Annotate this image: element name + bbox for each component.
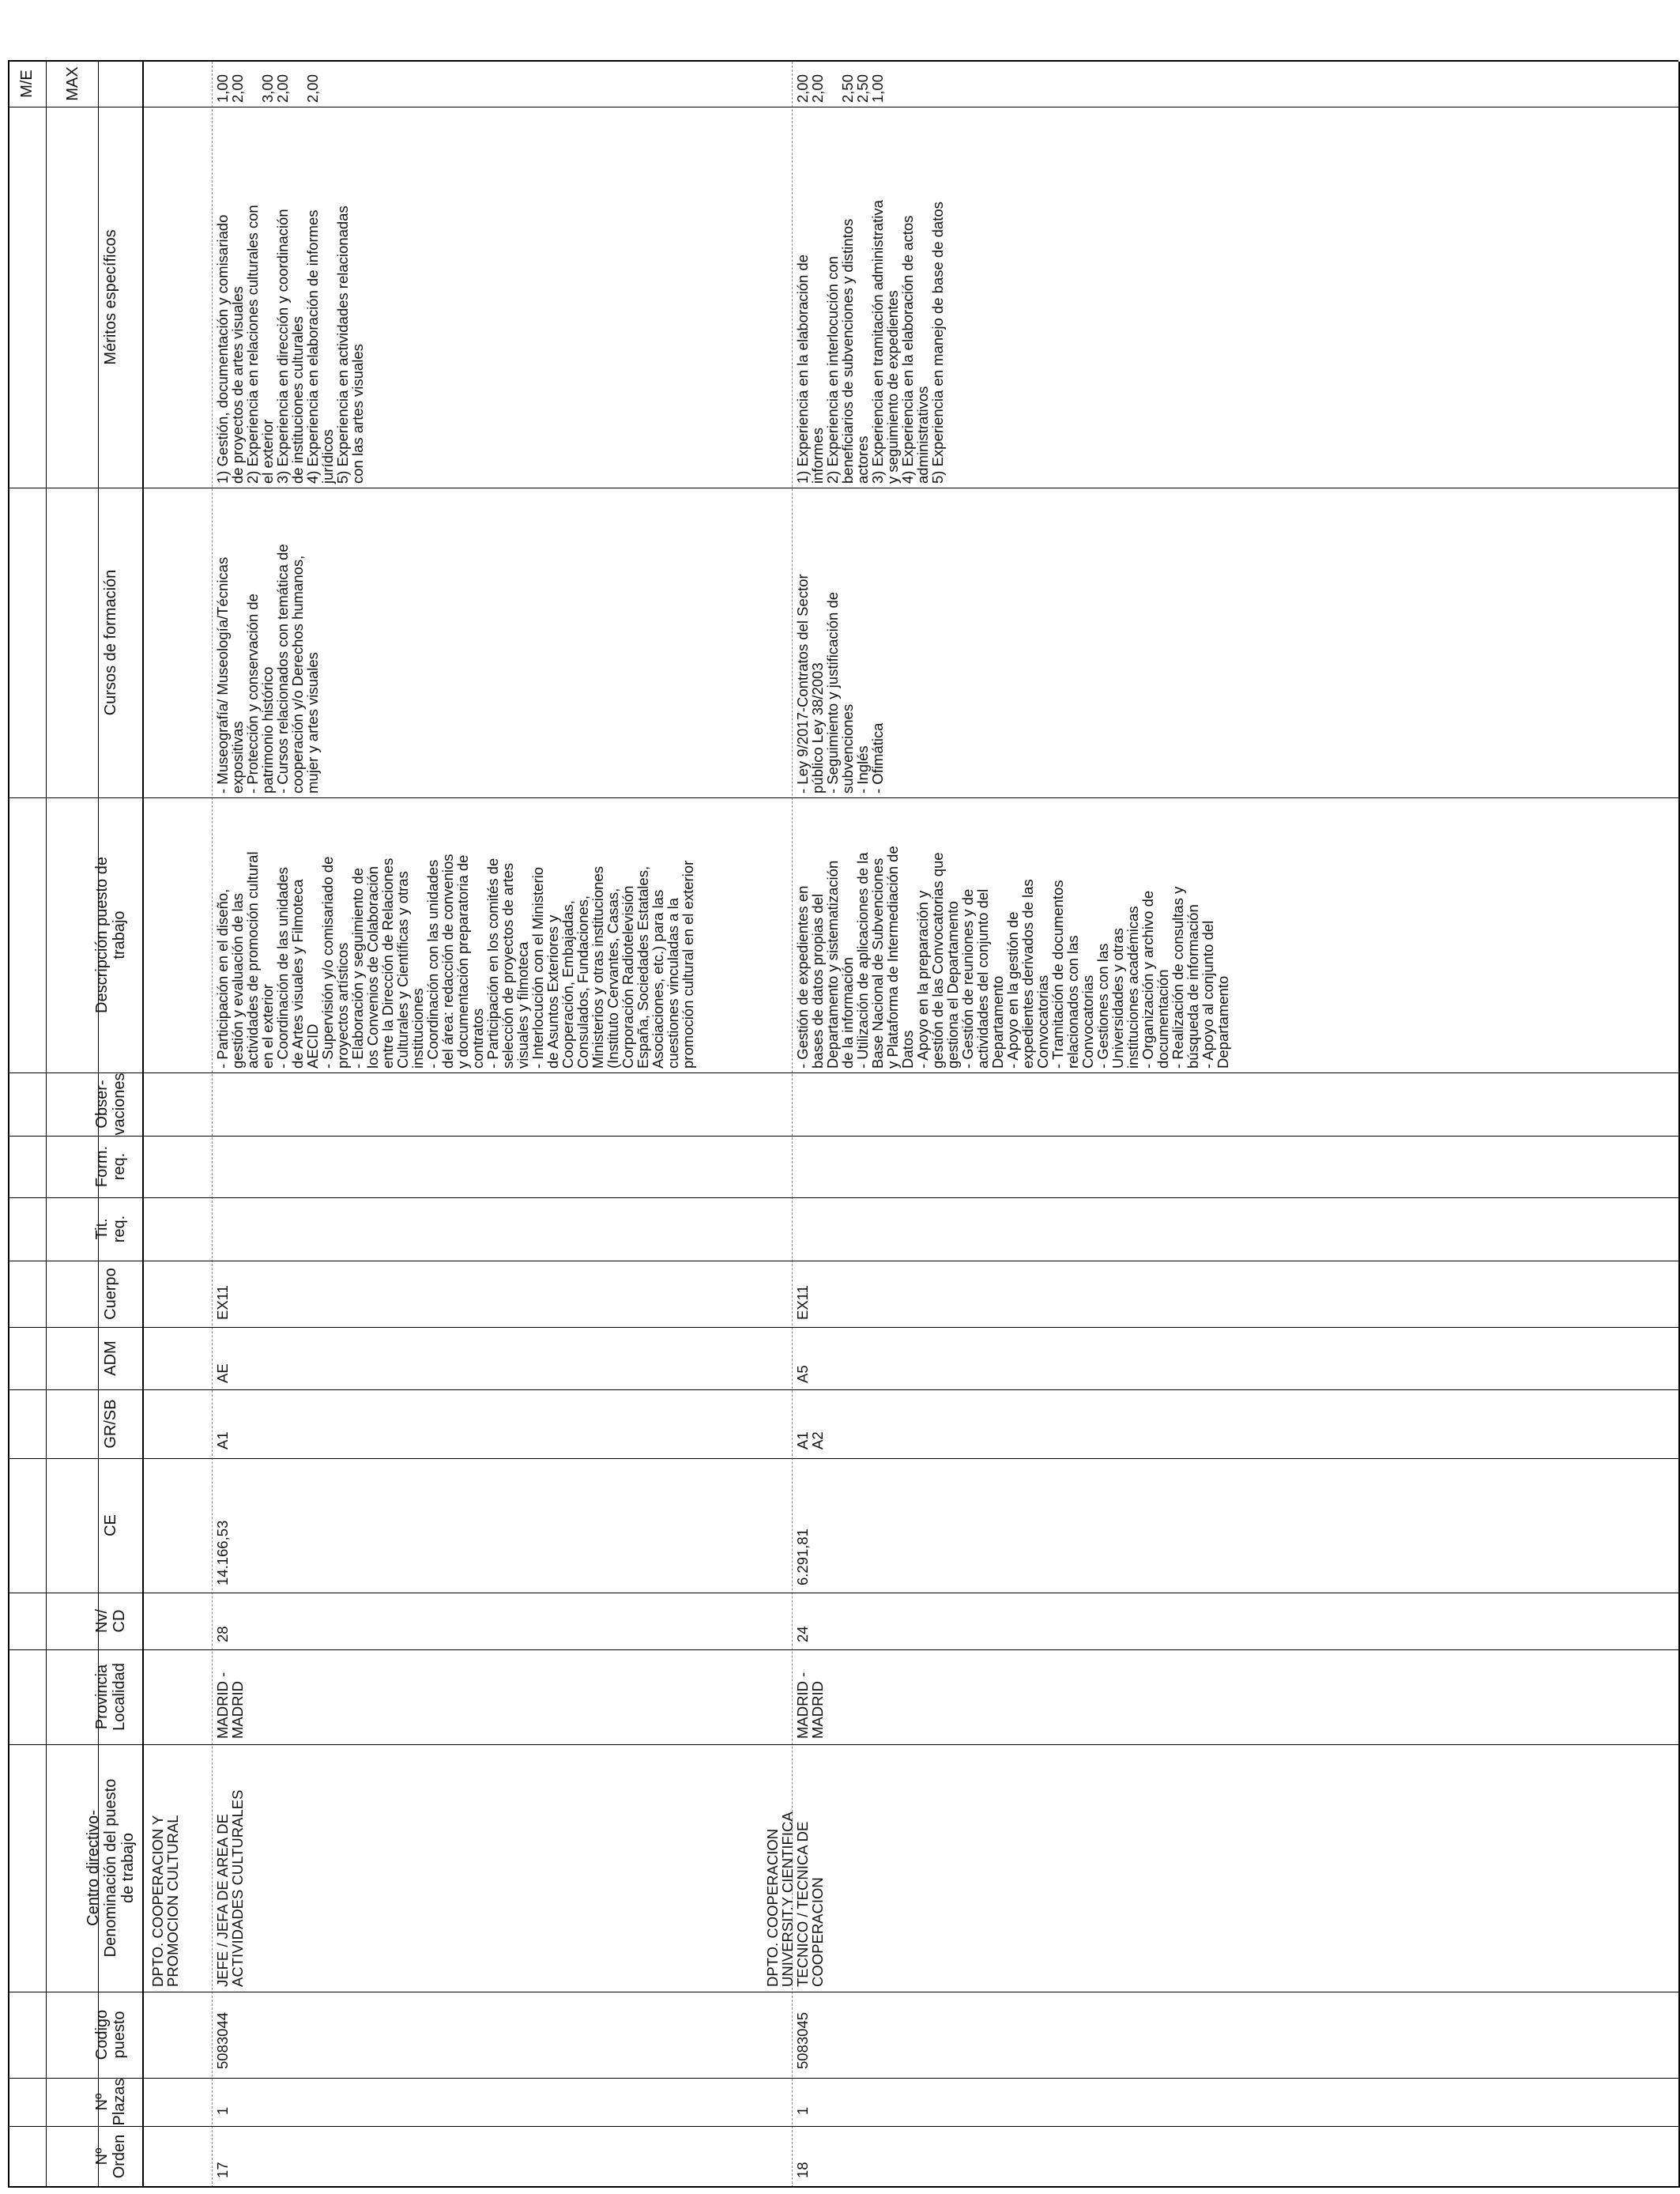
row-18-plazas: 1	[794, 2106, 811, 2115]
header-cursos: Cursos de formación	[102, 569, 119, 716]
col-divider-1	[8, 2126, 1678, 2127]
row-17-denominacion: JEFE / JEFA DE AREA DE ACTIVIDADES CULTURALES	[214, 1789, 246, 1987]
col-divider-9	[8, 1327, 1678, 1328]
col-divider-4	[8, 1744, 1678, 1745]
row-17-provincia: MADRID - MADRID	[214, 1672, 246, 1739]
row-18-meritos: 1) Experiencia en la elaboración de informes 2) Experiencia en interlocución con beneficiarios de subvenciones y distintos actores 3) Experiencia en tramitación administrativa y seguimiento de expedientes 4) Experiencia en la elaboración de actos administrativos 5) Experiencia en manejo de base de datos	[794, 200, 946, 484]
row-18-denominacion: TECNICO / TECNICA DE COOPERACION	[794, 1821, 826, 1987]
header-me: M/E	[18, 70, 36, 98]
header-bottom-border	[142, 62, 144, 2188]
row-18-adm: A5	[794, 1365, 811, 1383]
header-cuerpo: Cuerpo	[102, 1268, 119, 1320]
row-17-codigo: 5083044	[214, 2011, 231, 2069]
row-18-codigo: 5083045	[794, 2011, 811, 2069]
row-17-nivel: 28	[214, 1626, 231, 1642]
col-divider-8	[8, 1389, 1678, 1390]
row-18-descripcion: - Gestión de expedientes en bases de datos propias del Departamento y sistematización de la información - Utilización de aplicaciones de la Base Nacional de Subvenciones y Plataforma de Intermediación de Datos - Apoyo en la preparación y gestión de las Convocatorias que gestiona el Departamento - Gestión de reuniones y de actividades del conjunto del Departamento - Apoyo en la gestión de expedientes derivados de las Convocatorias - Tramitación de documentos relacionados con las Convocatorias - Gestiones con las Universidades y otras instituciones académicas - Organización y archivo de documentación - Realización de consultas y búsqueda de información - Apoyo al conjunto del Departamento	[794, 846, 1231, 1069]
row-17-descripcion: - Participación en el diseño, gestión y evaluación de las actividades de promoción cultural en el exterior - Coordinación de las unidades de Artes visuales y Filmoteca AECID - Supervisión y/o comisariado de proyectos artísticos - Elaboración y seguimiento de los Convenios de Colaboración entre la Dirección de Relaciones Culturales y Científicas y otras instituciones - Coordinación con las unidades del área: redacción de convenios y documentación preparatoria de contratos - Participación en los comités de selección de proyectos de artes visuales y filmoteca - Interlocución con el Ministerio de Asuntos Exteriores y Cooperación, Embajadas, Consulados, Fundaciones, Ministerios y otras instituciones (Instituto Cervantes, Casas, Corporación Radiotelevisión España, Sociedades Estatales, Asociaciones, etc.) para las cuestiones vinculadas a la promoción cultural en el exterior	[214, 851, 696, 1069]
row-17-meritos: 1) Gestión, documentación y comisariado de proyectos de artes visuales 2) Experiencia en relaciones culturales con el exterior 3) Experiencia en dirección y coordinación de instituciones culturales 4) Experiencia en elaboración de informes jurídicos 5) Experiencia en actividades relacionadas con las artes visuales	[214, 205, 366, 484]
row-18-cuerpo: EX11	[794, 1285, 811, 1320]
header-grupo: GR/SB	[102, 1399, 119, 1449]
row-18-orden: 18	[794, 2162, 811, 2178]
row-18-cursos: - Ley 9/2017-Contratos del Sector público Ley 38/2003 - Seguimiento y justificación de subvenciones - Inglés - Ofimática	[794, 574, 886, 794]
row-18-nivel: 24	[794, 1626, 811, 1642]
me-column-divider	[46, 62, 47, 2188]
row-17-cuerpo: EX11	[214, 1285, 231, 1320]
col-divider-14	[8, 797, 1678, 798]
row-17-ce: 14.166,53	[214, 1520, 231, 1585]
col-divider-5	[8, 1649, 1678, 1650]
col-divider-2	[8, 2078, 1678, 2079]
header-orden: Nº Orden	[93, 2134, 128, 2179]
row-17-centro-unidad: DPTO. COOPERACION Y PROMOCION CULTURAL	[149, 1815, 181, 1987]
row-18-max: 2,00 2,00 2,50 2,50 1,00	[794, 74, 886, 103]
row-18-provincia: MADRID - MADRID	[794, 1672, 826, 1739]
col-divider-7	[8, 1458, 1678, 1459]
header-descripcion: Descripción puesto de trabajo	[93, 857, 128, 1013]
col-divider-11	[8, 1197, 1678, 1198]
row-17-cursos: - Museografía/ Museología/Técnicas expositivas - Protección y conservación de patrimonio histórico - Cursos relacionados con temática de cooperación y/o Derechos humanos, mujer y artes visuales	[214, 544, 321, 794]
header-formacion: Form. req.	[93, 1145, 128, 1188]
row-17-grupo: A1	[214, 1431, 231, 1449]
header-provincia: Provincia Localidad	[93, 1663, 128, 1731]
header-centro: Centro directivo- Denominación del puesto de trabajo	[85, 1778, 137, 1958]
header-ce: CE	[102, 1514, 119, 1536]
header-titulacion: Tit. req.	[93, 1215, 128, 1243]
row-17-plazas: 1	[214, 2106, 231, 2115]
header-meritos: Méritos específicos	[102, 229, 119, 365]
header-adm: ADM	[102, 1340, 119, 1376]
row-17-separator	[212, 62, 213, 2188]
col-divider-12	[8, 1136, 1678, 1137]
table-left-border	[8, 2186, 1678, 2188]
row-18-grupo: A1 A2	[794, 1431, 826, 1449]
header-max: MAX	[64, 66, 81, 101]
col-divider-13	[8, 1072, 1678, 1073]
header-observaciones: Obser- vaciones	[93, 1072, 128, 1136]
table-right-border	[8, 60, 1678, 62]
row-17-adm: AE	[214, 1363, 231, 1383]
row-17-orden: 17	[214, 2162, 231, 2178]
header-plazas: Nº Plazas	[93, 2078, 128, 2126]
row-18-centro-unidad: DPTO. COOPERACION UNIVERSIT.Y CIENTIFICA	[764, 1811, 796, 1987]
row-17-max: 1,00 2,00 3,00 2,00 2,00	[214, 74, 321, 103]
header-codigo: Codigo puesto	[93, 2009, 128, 2060]
table-top-border	[8, 62, 9, 2188]
row-18-ce: 6.291,81	[794, 1528, 811, 1585]
header-nivel: Nv/ CD	[93, 1609, 128, 1633]
